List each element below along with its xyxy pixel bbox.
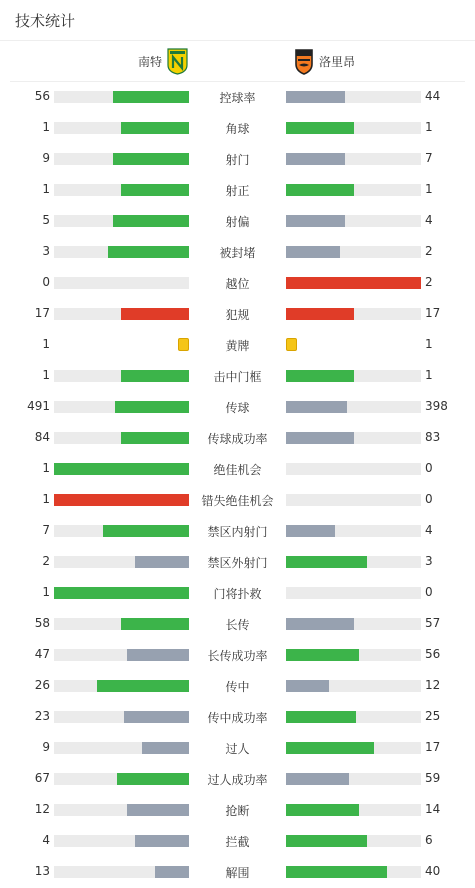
home-bar-track (54, 773, 189, 785)
home-bar-track (54, 835, 189, 847)
away-yellow-card-icon (286, 338, 297, 351)
away-value: 3 (425, 554, 433, 568)
home-bar-fill (113, 91, 189, 103)
away-bar-track (286, 773, 421, 785)
away-bar-fill (286, 91, 345, 103)
away-value: 1 (425, 120, 433, 134)
home-value: 9 (42, 740, 50, 754)
away-bar-track (286, 804, 421, 816)
away-bar-fill (286, 649, 359, 661)
away-bar-track (286, 184, 421, 196)
home-bar-fill (127, 804, 189, 816)
home-value: 26 (34, 678, 50, 692)
away-value: 398 (425, 399, 448, 413)
away-value: 25 (425, 709, 441, 723)
stat-row (0, 769, 475, 789)
away-bar-fill (286, 804, 359, 816)
away-bar-track (286, 432, 421, 444)
home-bar-track (54, 680, 189, 692)
away-bar-fill (286, 835, 367, 847)
away-value: 0 (425, 461, 433, 475)
home-bar-track (54, 866, 189, 878)
away-bar-track (286, 866, 421, 878)
away-bar-fill (286, 246, 340, 258)
stat-row (0, 583, 475, 603)
home-bar-track (54, 494, 189, 506)
home-value: 1 (42, 337, 50, 351)
lorient-crest-icon[interactable] (294, 48, 314, 75)
stat-row (0, 862, 475, 882)
home-bar-fill (135, 835, 189, 847)
home-bar-track (54, 463, 189, 475)
stat-row (0, 707, 475, 727)
away-value: 2 (425, 244, 433, 258)
home-value: 13 (34, 864, 50, 878)
stat-label: 解围 (225, 866, 250, 880)
home-bar-fill (121, 184, 189, 196)
away-value: 59 (425, 771, 441, 785)
away-bar-fill (286, 773, 349, 785)
away-value: 6 (425, 833, 433, 847)
stat-label: 长传成功率 (207, 649, 268, 663)
away-bar-fill (286, 308, 354, 320)
stat-label: 过人 (225, 742, 250, 756)
home-value: 23 (34, 709, 50, 723)
away-bar-track (286, 308, 421, 320)
stat-row (0, 676, 475, 696)
home-value: 4 (42, 833, 50, 847)
stat-label: 角球 (225, 122, 250, 136)
stat-label: 传球 (225, 401, 250, 415)
stat-row (0, 304, 475, 324)
home-value: 1 (42, 368, 50, 382)
away-value: 2 (425, 275, 433, 289)
away-bar-track (286, 277, 421, 289)
away-bar-track (286, 649, 421, 661)
away-bar-fill (286, 711, 356, 723)
away-value: 1 (425, 368, 433, 382)
home-bar-track (54, 525, 189, 537)
home-bar-track (54, 711, 189, 723)
nantes-crest-icon[interactable] (167, 48, 188, 75)
home-value: 1 (42, 585, 50, 599)
home-bar-track (54, 215, 189, 227)
home-value: 17 (34, 306, 50, 320)
home-bar-fill (113, 215, 189, 227)
home-value: 12 (34, 802, 50, 816)
away-team-name[interactable]: 洛里昂 (319, 55, 356, 69)
away-bar-track (286, 525, 421, 537)
away-value: 57 (425, 616, 441, 630)
home-bar-track (54, 153, 189, 165)
away-value: 7 (425, 151, 433, 165)
stat-label: 射正 (225, 184, 250, 198)
home-bar-fill (121, 370, 189, 382)
stat-row (0, 645, 475, 665)
stat-row (0, 211, 475, 231)
home-bar-track (54, 246, 189, 258)
home-value: 491 (27, 399, 50, 413)
stat-label: 禁区外射门 (207, 556, 268, 570)
stat-label: 黄牌 (225, 339, 250, 353)
home-value: 56 (34, 89, 50, 103)
away-value: 14 (425, 802, 441, 816)
stat-row (0, 521, 475, 541)
home-value: 2 (42, 554, 50, 568)
stat-row (0, 459, 475, 479)
home-value: 67 (34, 771, 50, 785)
away-value: 56 (425, 647, 441, 661)
home-bar-fill (142, 742, 189, 754)
away-bar-fill (286, 153, 345, 165)
home-bar-fill (97, 680, 189, 692)
away-bar-track (286, 370, 421, 382)
home-value: 58 (34, 616, 50, 630)
home-bar-track (54, 277, 189, 289)
away-value: 17 (425, 740, 441, 754)
home-bar-track (54, 184, 189, 196)
home-bar-track (54, 308, 189, 320)
stat-label: 控球率 (219, 91, 256, 105)
away-value: 4 (425, 213, 433, 227)
stat-row (0, 118, 475, 138)
home-bar-fill (121, 432, 189, 444)
away-bar-fill (286, 184, 354, 196)
away-bar-track (286, 463, 421, 475)
home-bar-track (54, 804, 189, 816)
home-bar-track (54, 649, 189, 661)
away-bar-fill (286, 122, 354, 134)
home-bar-track (54, 91, 189, 103)
away-bar-track (286, 246, 421, 258)
stat-row (0, 273, 475, 293)
stat-row (0, 397, 475, 417)
home-value: 1 (42, 492, 50, 506)
home-value: 84 (34, 430, 50, 444)
home-value: 47 (34, 647, 50, 661)
away-bar-track (286, 122, 421, 134)
away-value: 1 (425, 182, 433, 196)
away-bar-fill (286, 215, 345, 227)
away-bar-track (286, 835, 421, 847)
away-bar-track (286, 215, 421, 227)
stat-row (0, 552, 475, 572)
home-bar-track (54, 432, 189, 444)
teams-divider (10, 81, 465, 82)
stat-label: 射偏 (225, 215, 250, 229)
home-value: 1 (42, 461, 50, 475)
home-bar-fill (108, 246, 189, 258)
away-bar-track (286, 742, 421, 754)
away-bar-fill (286, 680, 329, 692)
home-bar-track (54, 122, 189, 134)
away-bar-track (286, 153, 421, 165)
stat-row (0, 180, 475, 200)
stat-label: 传中 (225, 680, 250, 694)
home-yellow-card-icon (178, 338, 189, 351)
away-bar-fill (286, 742, 374, 754)
stat-label: 射门 (225, 153, 250, 167)
stat-label: 绝佳机会 (213, 463, 262, 477)
stat-row (0, 149, 475, 169)
stat-row (0, 428, 475, 448)
home-bar-track (54, 742, 189, 754)
away-value: 0 (425, 492, 433, 506)
home-bar-track (54, 618, 189, 630)
away-bar-fill (286, 432, 354, 444)
home-bar-fill (121, 308, 189, 320)
away-bar-track (286, 494, 421, 506)
away-bar-fill (286, 370, 354, 382)
stat-row (0, 738, 475, 758)
home-bar-fill (121, 122, 189, 134)
stat-row (0, 800, 475, 820)
home-bar-fill (121, 618, 189, 630)
away-value: 40 (425, 864, 441, 878)
home-bar-track (54, 556, 189, 568)
stat-label: 被封堵 (219, 246, 256, 260)
stat-row (0, 335, 475, 355)
stat-label: 传球成功率 (207, 432, 268, 446)
stat-label: 传中成功率 (207, 711, 268, 725)
home-bar-fill (54, 494, 189, 506)
away-bar-fill (286, 618, 354, 630)
away-bar-track (286, 401, 421, 413)
away-bar-fill (286, 866, 387, 878)
teams-header (0, 45, 475, 77)
away-bar-track (286, 711, 421, 723)
away-bar-track (286, 556, 421, 568)
away-value: 17 (425, 306, 441, 320)
stat-row (0, 87, 475, 107)
stat-row (0, 490, 475, 510)
home-bar-fill (54, 587, 189, 599)
stat-row (0, 614, 475, 634)
stat-label: 错失绝佳机会 (201, 494, 274, 508)
away-value: 83 (425, 430, 441, 444)
away-value: 4 (425, 523, 433, 537)
stat-row (0, 242, 475, 262)
home-bar-fill (127, 649, 189, 661)
header-divider (0, 40, 475, 41)
home-value: 1 (42, 120, 50, 134)
stat-label: 抢断 (225, 804, 250, 818)
stat-row (0, 366, 475, 386)
home-bar-fill (135, 556, 189, 568)
home-bar-fill (54, 463, 189, 475)
away-bar-fill (286, 556, 367, 568)
home-bar-fill (117, 773, 189, 785)
home-bar-fill (155, 866, 189, 878)
away-value: 44 (425, 89, 441, 103)
stat-row (0, 831, 475, 851)
away-bar-track (286, 587, 421, 599)
home-value: 3 (42, 244, 50, 258)
away-value: 1 (425, 337, 433, 351)
home-value: 9 (42, 151, 50, 165)
away-bar-fill (286, 277, 421, 289)
home-bar-track (54, 370, 189, 382)
away-bar-fill (286, 525, 335, 537)
away-bar-track (286, 680, 421, 692)
away-bar-track (286, 618, 421, 630)
away-bar-fill (286, 401, 347, 413)
home-value: 7 (42, 523, 50, 537)
away-value: 0 (425, 585, 433, 599)
home-team-name[interactable]: 南特 (138, 55, 163, 69)
stat-label: 门将扑救 (213, 587, 262, 601)
home-bar-fill (113, 153, 189, 165)
away-bar-track (286, 91, 421, 103)
stat-label: 拦截 (225, 835, 250, 849)
home-value: 5 (42, 213, 50, 227)
home-value: 1 (42, 182, 50, 196)
home-bar-track (54, 401, 189, 413)
home-bar-fill (103, 525, 189, 537)
home-bar-fill (124, 711, 189, 723)
home-bar-fill (115, 401, 189, 413)
home-value: 0 (42, 275, 50, 289)
section-title: 技术统计 (15, 12, 76, 30)
stat-label: 犯规 (225, 308, 250, 322)
home-bar-track (54, 587, 189, 599)
away-value: 12 (425, 678, 441, 692)
stat-label: 过人成功率 (207, 773, 268, 787)
stat-label: 禁区内射门 (207, 525, 268, 539)
stat-label: 击中门框 (213, 370, 262, 384)
stat-label: 长传 (225, 618, 250, 632)
stat-label: 越位 (225, 277, 250, 291)
